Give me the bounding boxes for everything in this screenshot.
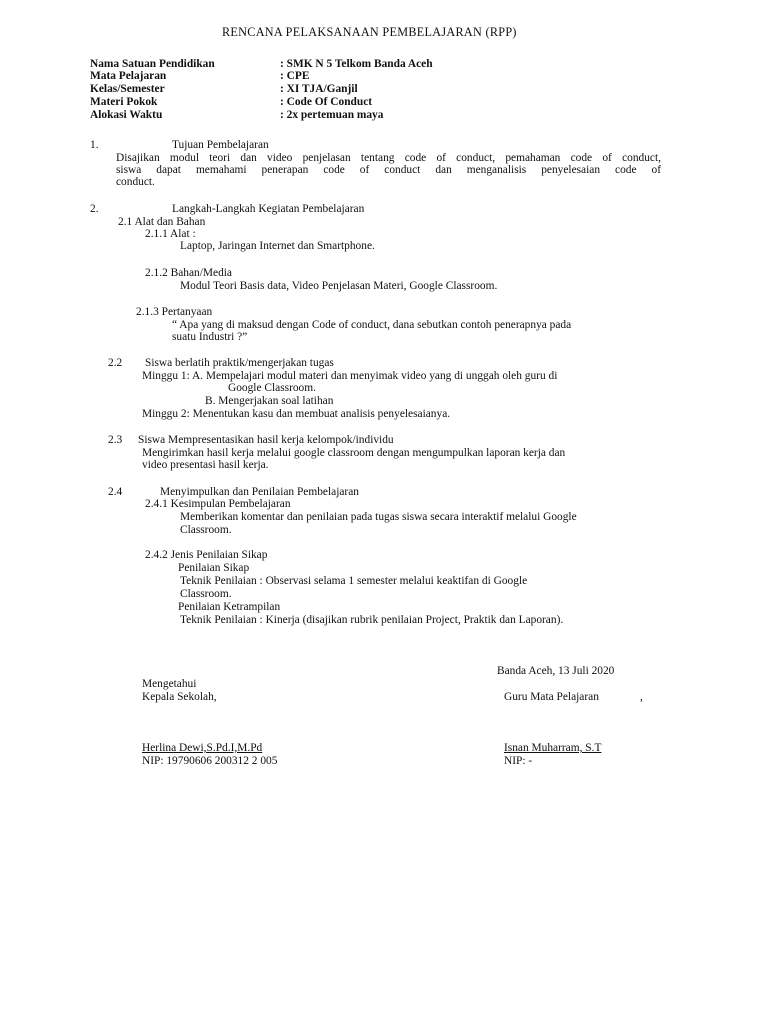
- section-1-text-line: siswa dapat memahami penerapan code of conduct dan menganalisis penyelesaian code of: [116, 164, 661, 176]
- section-2-4-2-line: Teknik Penilaian : Kinerja (disajikan rubrik penilaian Project, Praktik dan Laporan).: [180, 614, 564, 626]
- section-2-1-3-question-line: suatu Industri ?”: [172, 331, 248, 343]
- identity-label-topic: Materi Pokok: [90, 96, 158, 108]
- section-1-heading: Tujuan Pembelajaran: [172, 139, 269, 151]
- identity-value-class: : XI TJA/Ganjil: [280, 83, 358, 95]
- place-date: Banda Aceh, 13 Juli 2020: [497, 665, 615, 677]
- identity-value-subject: : CPE: [280, 70, 310, 82]
- section-2-3-heading: Siswa Mempresentasikan hasil kerja kelompok/individu: [138, 434, 394, 446]
- section-2-3-text-line: Mengirimkan hasil kerja melalui google classroom dengan mengumpulkan laporan kerja dan: [142, 447, 566, 459]
- section-2-4-1-heading: 2.4.1 Kesimpulan Pembelajaran: [145, 498, 291, 510]
- section-2-2-week1-line: Minggu 1: A. Mempelajari modul materi dan menyimak video yang di unggah oleh guru di: [142, 370, 558, 382]
- identity-value-school: : SMK N 5 Telkom Banda Aceh: [280, 58, 433, 70]
- section-1-number: 1.: [90, 139, 99, 151]
- section-2-heading: Langkah-Langkah Kegiatan Pembelajaran: [172, 203, 365, 215]
- identity-label-subject: Mata Pelajaran: [90, 70, 167, 82]
- section-2-4-2-heading: 2.4.2 Jenis Penilaian Sikap: [145, 549, 268, 561]
- section-2-4-1-text-line: Memberikan komentar dan penilaian pada tugas siswa secara interaktif melalui Google: [180, 511, 577, 523]
- teacher-name: Isnan Muharram, S.T: [504, 742, 602, 754]
- headmaster-name: Herlina Dewi,S.Pd.I,M.Pd: [142, 742, 263, 754]
- section-2-1-1-text: Laptop, Jaringan Internet dan Smartphone.: [180, 240, 375, 252]
- section-2-2-week2-line: Minggu 2: Menentukan kasu dan membuat analisis penyelesaianya.: [142, 408, 451, 420]
- section-2-4-heading: Menyimpulkan dan Penilaian Pembelajaran: [160, 486, 359, 498]
- section-2-2-week1-line: B. Mengerjakan soal latihan: [205, 395, 334, 407]
- section-2-2-week1-line: Google Classroom.: [228, 382, 316, 394]
- section-2-4-number: 2.4: [108, 486, 123, 498]
- section-2-1-3-heading: 2.1.3 Pertanyaan: [136, 306, 213, 318]
- section-2-1-heading: 2.1 Alat dan Bahan: [118, 216, 206, 228]
- headmaster-title: Kepala Sekolah,: [142, 691, 217, 703]
- section-2-1-2-heading: 2.1.2 Bahan/Media: [145, 267, 232, 279]
- identity-value-topic: : Code Of Conduct: [280, 96, 373, 108]
- mengetahui-label: Mengetahui: [142, 678, 197, 690]
- identity-label-school: Nama Satuan Pendidikan: [90, 58, 215, 70]
- teacher-title: Guru Mata Pelajaran: [504, 691, 599, 703]
- section-2-number: 2.: [90, 203, 99, 215]
- section-2-4-1-text-line: Classroom.: [180, 524, 232, 536]
- section-2-1-3-question-line: “ Apa yang di maksud dengan Code of conduct, dana sebutkan contoh penerapnya pada: [172, 319, 572, 331]
- identity-value-time: : 2x pertemuan maya: [280, 109, 384, 121]
- identity-label-class: Kelas/Semester: [90, 83, 165, 95]
- section-2-3-number: 2.3: [108, 434, 123, 446]
- teacher-title-comma: ,: [640, 691, 643, 703]
- teacher-nip: NIP: -: [504, 755, 533, 767]
- section-1-text-line: Disajikan modul teori dan video penjelasan tentang code of conduct, pemahaman code of conduct,: [116, 152, 661, 164]
- section-2-4-2-line: Penilaian Sikap: [178, 562, 250, 574]
- section-2-4-2-line: Classroom.: [180, 588, 232, 600]
- identity-label-time: Alokasi Waktu: [90, 109, 163, 121]
- section-2-4-2-line: Teknik Penilaian : Observasi selama 1 semester melalui keaktifan di Google: [180, 575, 528, 587]
- section-2-1-2-text: Modul Teori Basis data, Video Penjelasan Materi, Google Classroom.: [180, 280, 498, 292]
- section-2-2-heading: Siswa berlatih praktik/mengerjakan tugas: [145, 357, 334, 369]
- section-2-1-1-heading: 2.1.1 Alat :: [145, 228, 196, 240]
- section-2-4-2-line: Penilaian Ketrampilan: [178, 601, 281, 613]
- section-2-2-number: 2.2: [108, 357, 123, 369]
- section-1-text-line: conduct.: [116, 176, 155, 188]
- section-2-3-text-line: video presentasi hasil kerja.: [142, 459, 269, 471]
- document-title: RENCANA PELAKSANAAN PEMBELAJARAN (RPP): [222, 25, 517, 39]
- headmaster-nip: NIP: 19790606 200312 2 005: [142, 755, 278, 767]
